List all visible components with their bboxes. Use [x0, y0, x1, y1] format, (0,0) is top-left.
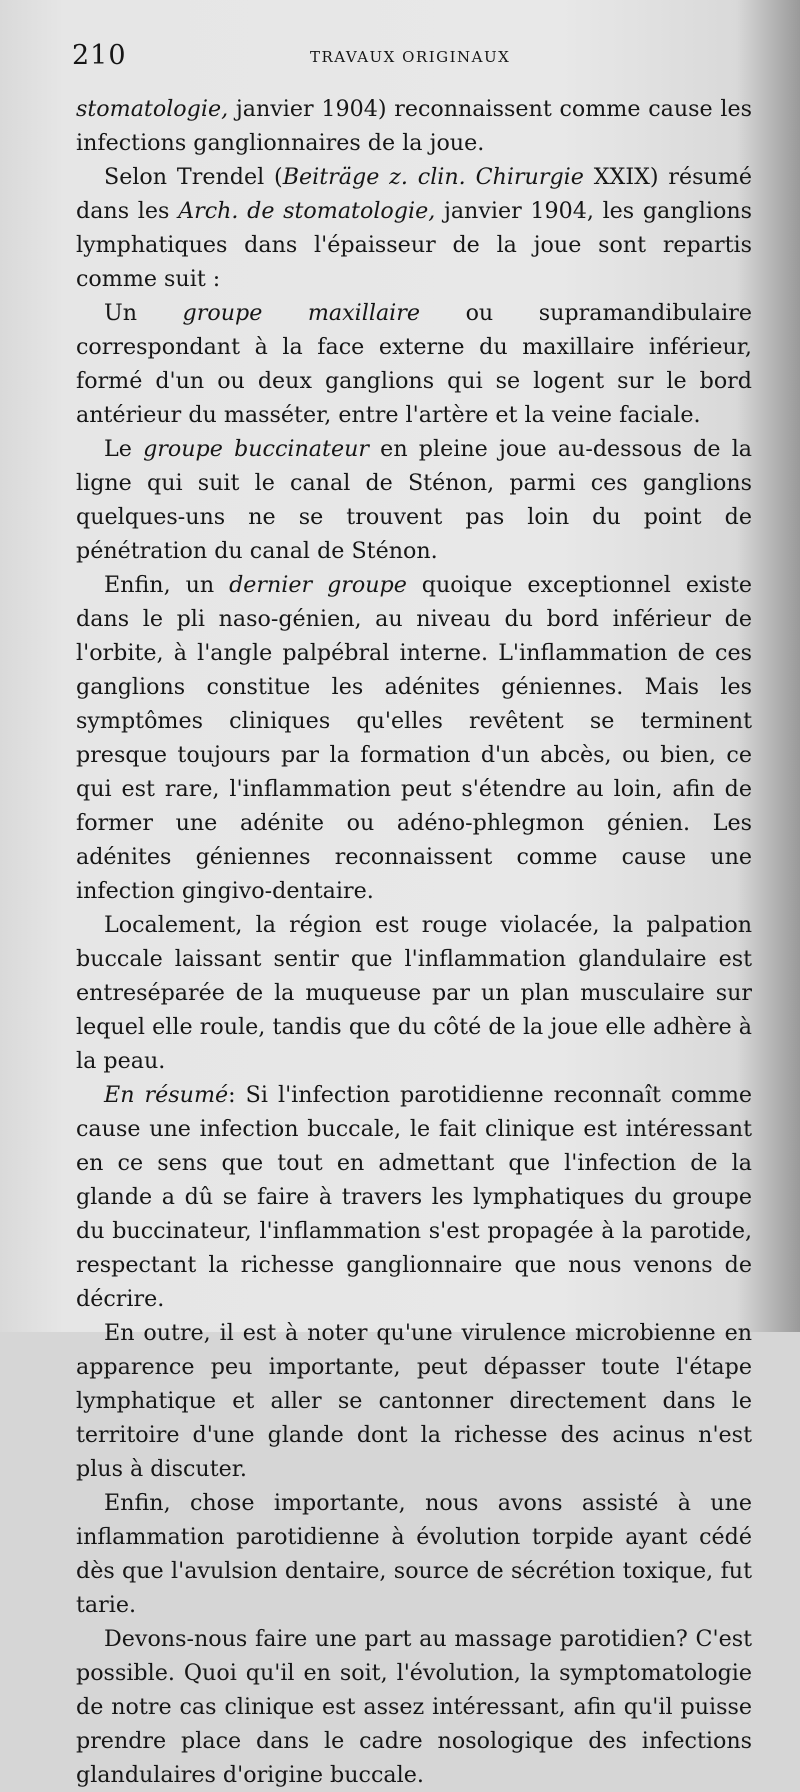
text-run: Selon Trendel ( — [104, 164, 283, 190]
text-run: Le — [104, 436, 144, 462]
paragraph-7 — [76, 1078, 752, 1316]
italic-term: groupe buccinateur — [143, 436, 369, 462]
page-number: 210 — [72, 40, 127, 71]
paragraph-10 — [76, 1622, 752, 1792]
text-run: Un — [104, 300, 183, 326]
text-run: : Si l'infection parotidienne reconnaît comme cause une infection buccale, le fait clinique est intéressant en ce sens que tout en admettant que l'infection de la glande a dû se faire à travers les lymphatiques du groupe du buccinateur, l'inflammation s'est propagée à la parotide, respectant la richesse ganglionnaire que nous venons de décrire. — [76, 1082, 752, 1312]
text-run: janvier 1904) reconnaissent comme cause les infections ganglionnaires de la joue. — [76, 96, 752, 156]
italic-title: Arch. de stomatologie, — [178, 198, 436, 224]
text-run: Enfin, chose importante, nous avons assisté à une inflammation parotidienne à évolution torpide ayant cédé dès que l'avulsion dentaire, source de sécrétion toxique, fut tarie. — [76, 1490, 752, 1618]
text-run: XXIX) résumé dans les — [76, 164, 752, 224]
text-run: quoique exceptionnel existe dans le pli naso-génien, au niveau du bord inférieur de l'orbite, à l'angle palpébral interne. L'inflammation de ces ganglions constitue les adénites géniennes. Mais les symptômes cliniques qu'elles revêtent se terminent presque toujours par la formation d'un abcès, ou bien, ce qui est rare, l'inflammation peut s'étendre au loin, afin de former une adénite ou adéno-phlegmon génien. Les adénites géniennes reconnaissent comme cause une infection gingivo-dentaire. — [76, 572, 753, 904]
running-head: TRAVAUX ORIGINAUX — [310, 48, 511, 66]
italic-term: stomatologie, — [76, 96, 229, 122]
paragraph-2 — [76, 160, 752, 296]
paragraph-8 — [76, 1316, 752, 1486]
text-run: janvier 1904, les ganglions lymphatiques dans l'épaisseur de la joue sont repartis comme suit : — [76, 198, 752, 292]
text-run: En outre, il est à noter qu'une virulence microbienne en apparence peu importante, peut dépasser toute l'étape lymphatique et aller se cantonner directement dans le territoire d'une glande dont la richesse des acinus n'est plus à discuter. — [76, 1320, 752, 1482]
text-run: Localement, la région est rouge violacée, la palpation buccale laissant sentir que l'inflammation glandulaire est entreséparée de la muqueuse par un plan musculaire sur lequel elle roule, tandis que du côté de la joue elle adhère à la peau. — [76, 912, 752, 1074]
text-run: en pleine joue au-dessous de la ligne qui suit le canal de Sténon, parmi ces ganglions quelques-uns ne se trouvent pas loin du point de pénétration du canal de Sténon. — [76, 436, 753, 564]
paragraph-5 — [76, 568, 752, 908]
text-run: ou supramandibulaire correspondant à la face externe du maxillaire inférieur, formé d'un ou deux ganglions qui se logent sur le bord antérieur du masséter, entre l'artère et la veine faciale. — [76, 300, 752, 428]
italic-term: groupe maxillaire — [182, 300, 421, 326]
paragraph-1 — [76, 92, 752, 160]
paragraph-6 — [76, 908, 752, 1078]
body-text — [76, 92, 752, 1792]
page-header — [72, 40, 736, 80]
italic-term: En résumé — [104, 1082, 229, 1108]
paragraph-4 — [76, 432, 752, 568]
paragraph-9 — [76, 1486, 752, 1622]
italic-term: dernier groupe — [229, 572, 407, 598]
paragraph-3 — [76, 296, 752, 432]
italic-title: Beiträge z. clin. Chirurgie — [282, 164, 584, 190]
text-run: Devons-nous faire une part au massage parotidien? C'est possible. Quoi qu'il en soit, l'évolution, la symptomatologie de notre cas clinique est assez intéressant, afin qu'il puisse prendre place dans le cadre nosologique des infections glandulaires d'origine buccale. — [76, 1626, 752, 1788]
text-run: Enfin, un — [104, 572, 230, 598]
